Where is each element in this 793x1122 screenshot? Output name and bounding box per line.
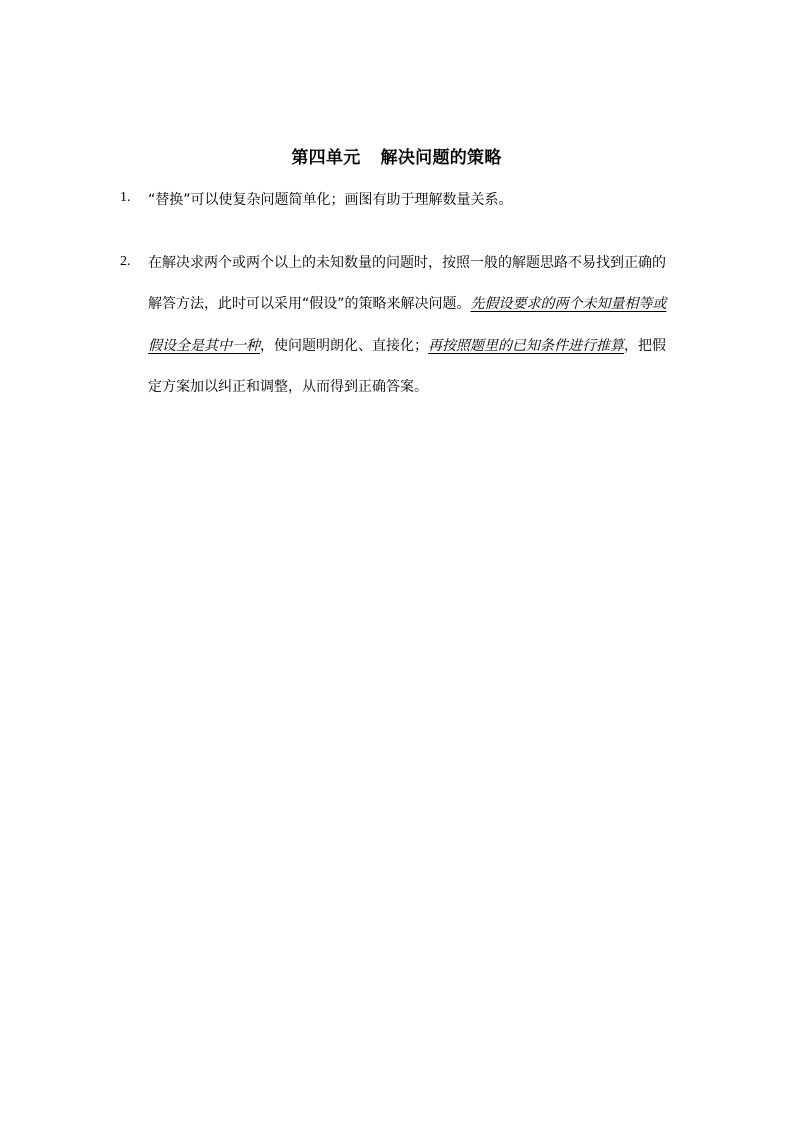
page-title	[0, 147, 793, 169]
emphasized-step-2: 再按照题里的已知条件进行推算	[428, 337, 624, 354]
item-text: “替换”可以使复杂问题简单化；画图有助于理解数量关系。	[148, 192, 513, 208]
item-text-end: ，把假定方案加以纠正和调整，从而得到正确答案。	[148, 337, 666, 395]
item-number: 1.	[120, 190, 131, 205]
item-text	[148, 243, 678, 408]
item-number: 2.	[120, 254, 131, 269]
title-topic: 解决问题的策略	[380, 148, 502, 168]
item-text-middle: ，使问题明朗化、直接化；	[260, 337, 428, 354]
item-text-intro: 在解决求两个或两个以上的未知数量的问题时，按照一般的解题思路不易找到正确的解答方法，此时可以采用“假设”的策略来解决问题。	[148, 255, 666, 313]
title-unit: 第四单元	[291, 148, 361, 168]
emphasized-step-1: 先假设要求的两个未知量相等或假设全是其中一种	[148, 296, 667, 354]
